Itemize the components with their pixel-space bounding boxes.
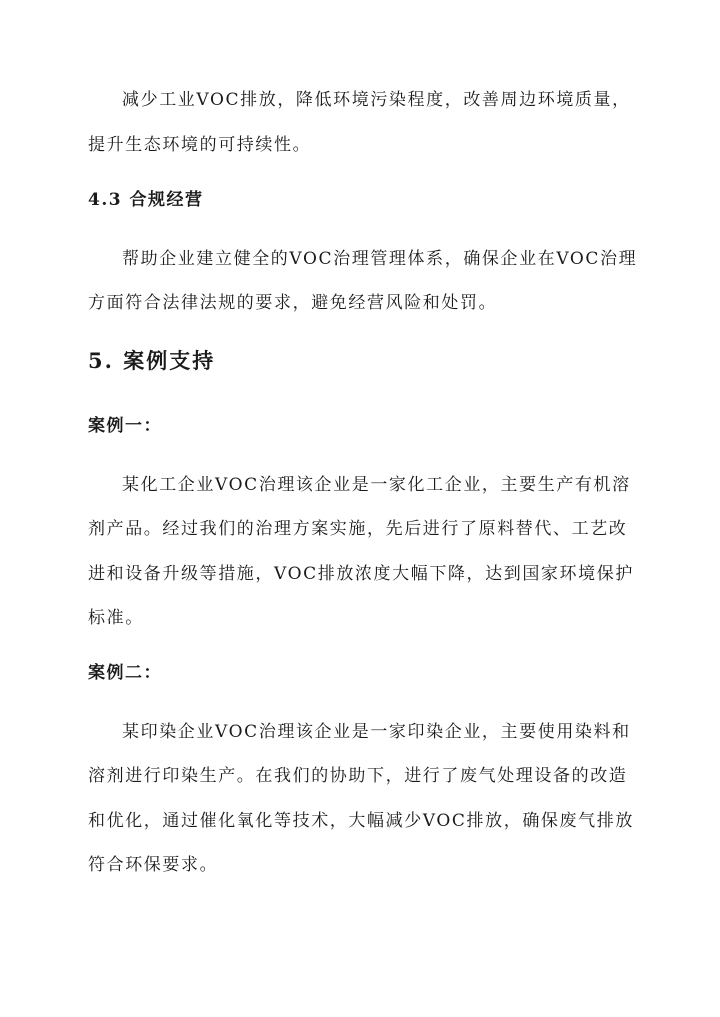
- case-1-line-1: 某化工企业VOC治理该企业是一家化工企业，主要生产有机溶: [122, 475, 631, 495]
- case-1-line-2: 剂产品。经过我们的治理方案实施，先后进行了原料替代、工艺改: [88, 519, 628, 539]
- case-1-line-3: 进和设备升级等措施，VOC排放浓度大幅下降，达到国家环境保护: [88, 564, 634, 584]
- case-2-line-2: 溶剂进行印染生产。在我们的协助下，进行了废气处理设备的改造: [88, 766, 628, 786]
- case-1-line-4: 标准。: [88, 608, 144, 628]
- paragraph-env-line-1: 减少工业VOC排放，降低环境污染程度，改善周边环境质量，: [122, 90, 631, 110]
- case-2-line-4: 符合环保要求。: [88, 855, 219, 875]
- case-1-heading: 案例一：: [88, 416, 162, 436]
- section-4-3-line-1: 帮助企业建立健全的VOC治理管理体系，确保企业在VOC治理: [122, 249, 638, 269]
- section-4-3-heading: 4.3 合规经营: [88, 190, 204, 210]
- case-2-line-3: 和优化，通过催化氧化等技术，大幅减少VOC排放，确保废气排放: [88, 811, 634, 831]
- paragraph-env-line-2: 提升生态环境的可持续性。: [88, 135, 312, 155]
- case-2-heading: 案例二：: [88, 663, 162, 683]
- section-5-heading: 5. 案例支持: [88, 348, 216, 373]
- case-2-line-1: 某印染企业VOC治理该企业是一家印染企业，主要使用染料和: [122, 722, 631, 742]
- section-4-3-line-2: 方面符合法律法规的要求，避免经营风险和处罚。: [88, 293, 498, 313]
